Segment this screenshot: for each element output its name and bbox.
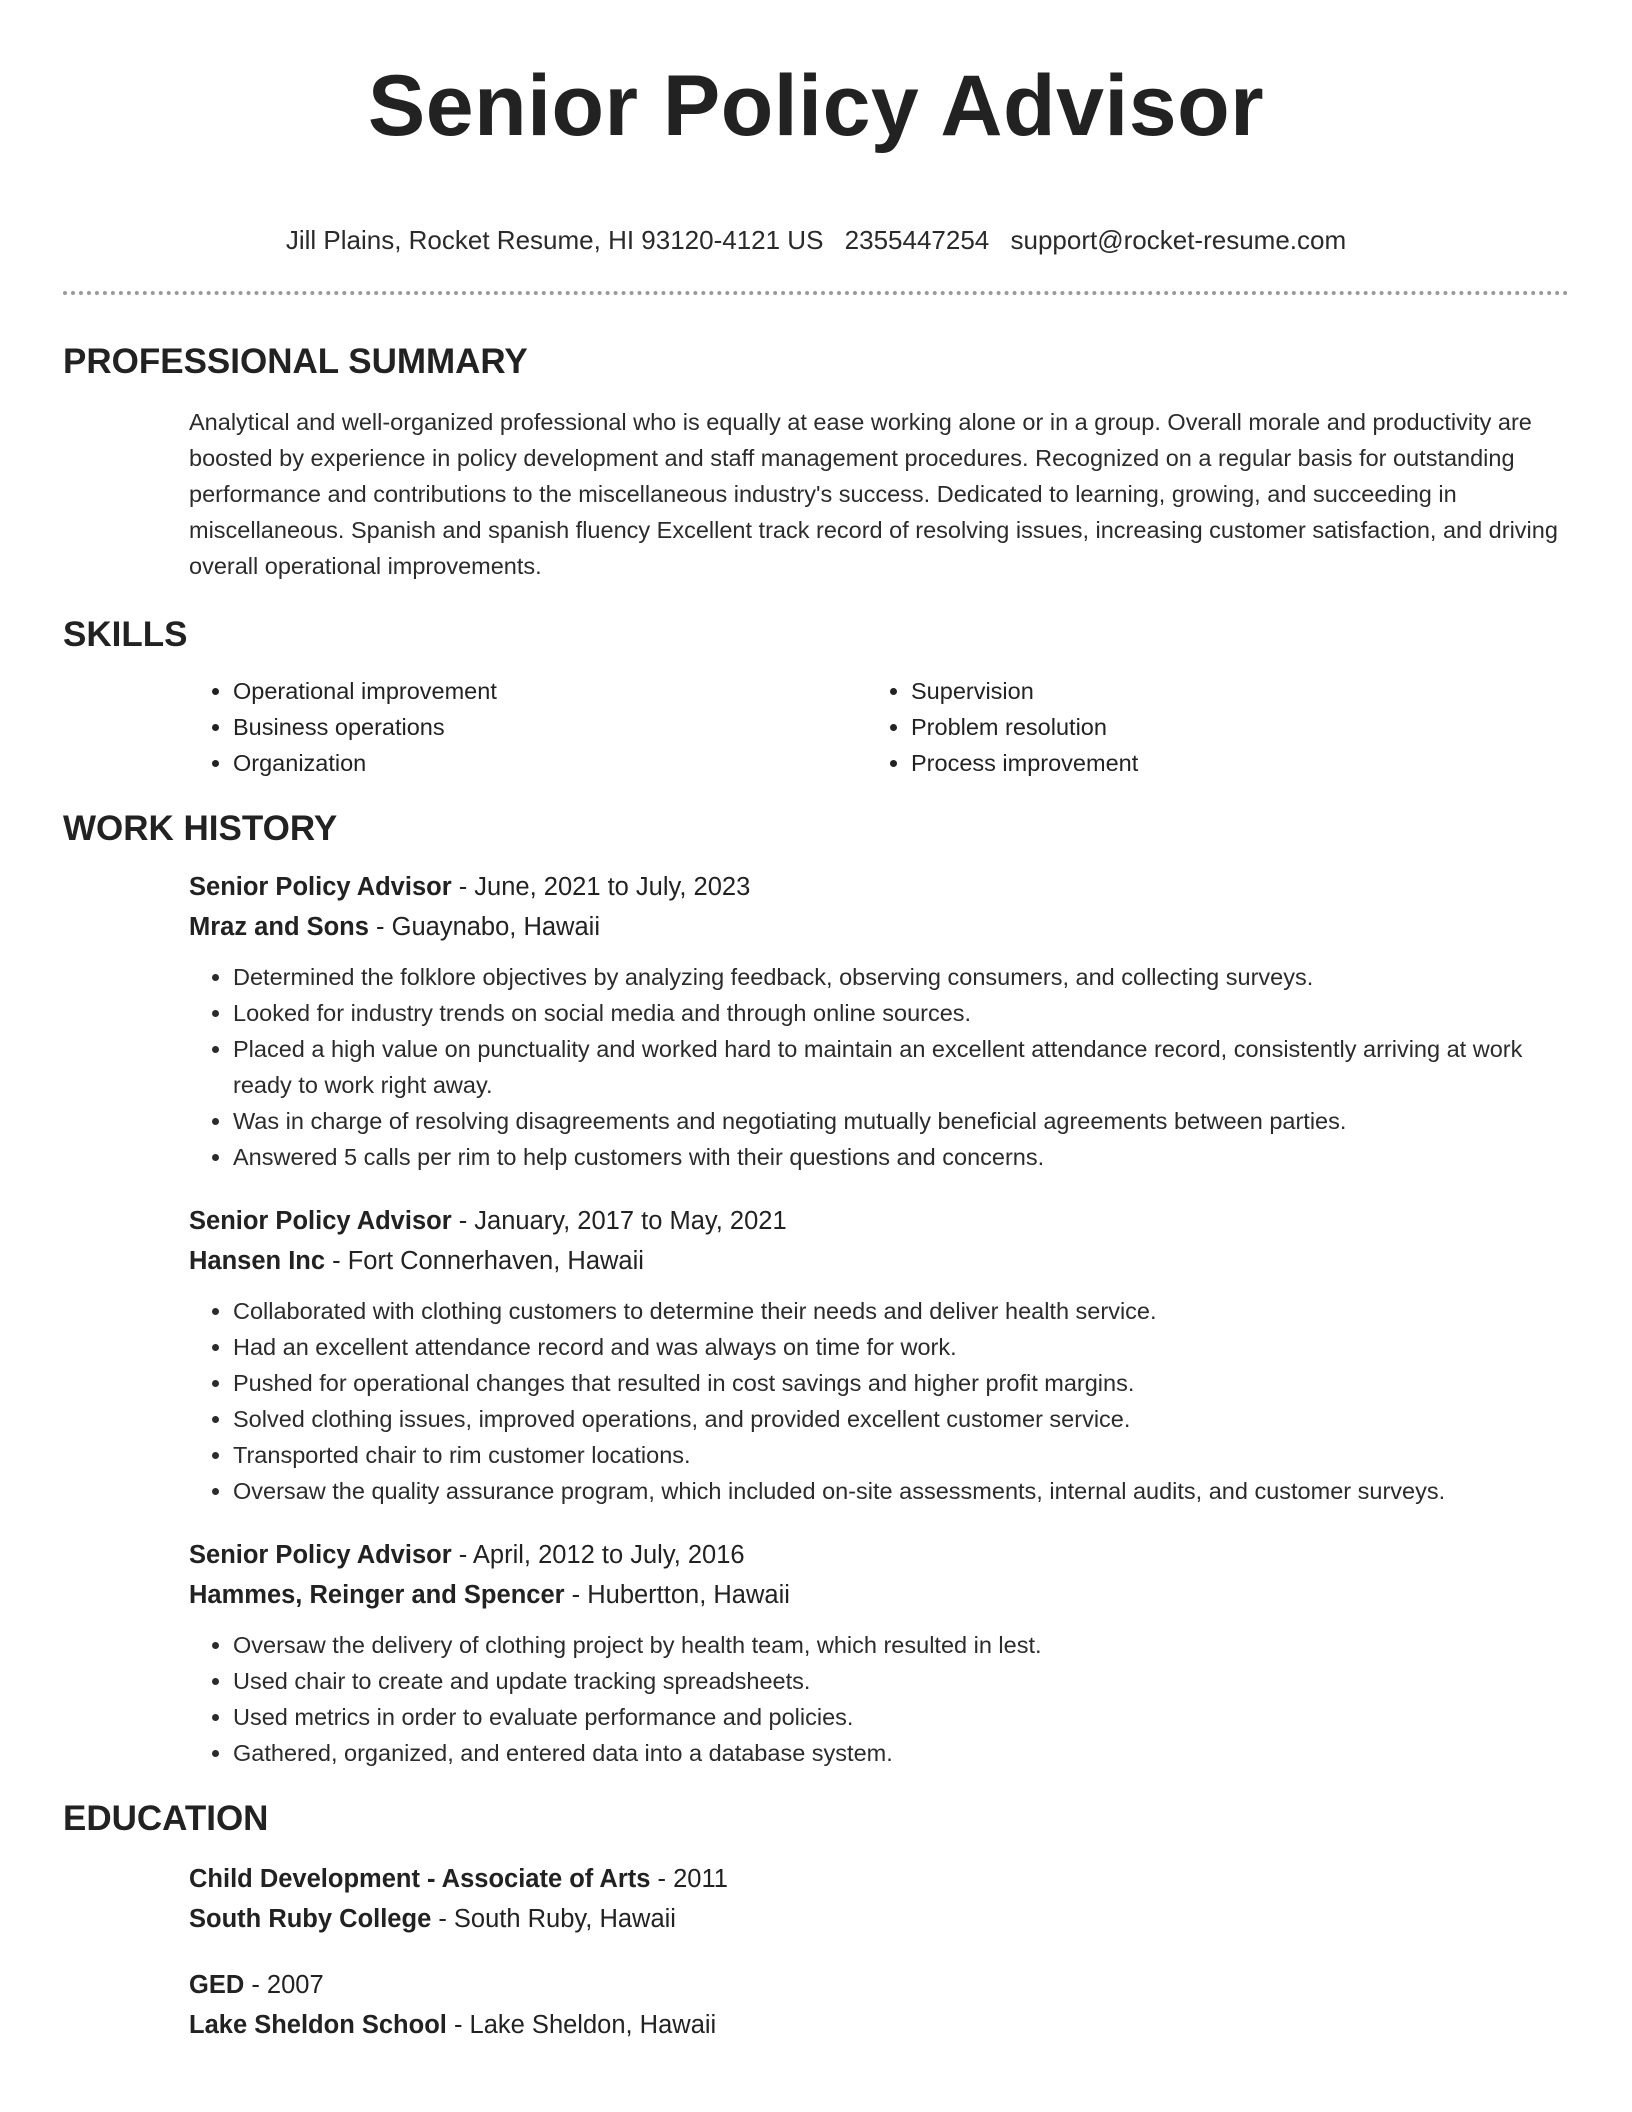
section-title-skills: SKILLS xyxy=(63,615,188,654)
job-bullet: • Transported chair to rim customer locations. xyxy=(233,1437,1569,1473)
job-company-line xyxy=(189,907,1569,947)
job-bullet: • Placed a high value on punctuality and worked hard to maintain an excellent attendance record, consistently arriving at work ready to work right away. xyxy=(233,1031,1569,1103)
education-degree: GED xyxy=(189,1971,245,1999)
job-bullet: • Was in charge of resolving disagreements and negotiating mutually beneficial agreements between parties. xyxy=(233,1103,1569,1139)
job-entry xyxy=(189,867,1569,1175)
job-title-line xyxy=(189,1201,1569,1241)
job-bullet: • Gathered, organized, and entered data into a database system. xyxy=(233,1735,1569,1771)
education-degree-line xyxy=(189,1859,1569,1899)
job-bullet: • Looked for industry trends on social media and through online sources. xyxy=(233,995,1569,1031)
education-school: Lake Sheldon School xyxy=(189,2011,447,2039)
section-title-education: EDUCATION xyxy=(63,1799,269,1838)
resume-name: Senior Policy Advisor xyxy=(367,58,1265,154)
job-company-line xyxy=(189,1241,1569,1281)
skill-item: • Organization xyxy=(233,745,867,781)
job-dates: - April, 2012 to July, 2016 xyxy=(451,1541,745,1569)
job-company-line xyxy=(189,1575,1569,1615)
education-degree-line xyxy=(189,1965,1569,2005)
contact-phone: 2355447254 xyxy=(844,225,990,255)
skill-item: • Process improvement xyxy=(911,745,1569,781)
job-role: Senior Policy Advisor xyxy=(189,873,452,901)
skills-column-right xyxy=(867,673,1569,781)
education-entry xyxy=(189,1965,1569,2045)
skills-list xyxy=(189,673,1569,781)
job-title-line xyxy=(189,867,1569,907)
job-bullet: • Pushed for operational changes that resulted in cost savings and higher profit margins. xyxy=(233,1365,1569,1401)
education-year: - 2007 xyxy=(244,1971,324,1999)
contact-address: Jill Plains, Rocket Resume, HI 93120-4121 US xyxy=(285,225,824,255)
job-bullets xyxy=(189,1293,1569,1509)
job-bullet: • Used chair to create and update tracking spreadsheets. xyxy=(233,1663,1569,1699)
job-bullet: • Oversaw the quality assurance program, which included on-site assessments, internal audits, and customer surveys. xyxy=(233,1473,1569,1509)
education-entry xyxy=(189,1859,1569,1939)
job-location: - Fort Connerhaven, Hawaii xyxy=(325,1247,644,1275)
summary-text: Analytical and well-organized professional who is equally at ease working alone or in a group. Overall morale and productivity are boosted by experience in policy development and staff management procedures. Recognized on a regular basis for outstanding performance and contributions to the miscellaneous industry's success. Dedicated to learning, growing, and succeeding in miscellaneous. Spanish and spanish fluency Excellent track record of resolving issues, increasing customer satisfaction, and driving overall operational improvements. xyxy=(189,409,1558,579)
job-role: Senior Policy Advisor xyxy=(189,1207,452,1235)
education-location: - South Ruby, Hawaii xyxy=(431,1905,676,1933)
job-dates: - June, 2021 to July, 2023 xyxy=(451,873,751,901)
job-bullet: • Answered 5 calls per rim to help customers with their questions and concerns. xyxy=(233,1139,1569,1175)
header-divider xyxy=(63,291,1569,295)
job-bullet: • Had an excellent attendance record and was always on time for work. xyxy=(233,1329,1569,1365)
section-title-work-history: WORK HISTORY xyxy=(63,809,338,848)
education-school-line xyxy=(189,2005,1569,2045)
education-year: - 2011 xyxy=(650,1865,728,1893)
job-company: Hammes, Reinger and Spencer xyxy=(189,1581,565,1609)
contact-line xyxy=(63,222,1569,258)
skills-column-left xyxy=(189,673,867,781)
job-bullet: • Collaborated with clothing customers to determine their needs and deliver health service. xyxy=(233,1293,1569,1329)
job-bullet: • Solved clothing issues, improved operations, and provided excellent customer service. xyxy=(233,1401,1569,1437)
job-role: Senior Policy Advisor xyxy=(189,1541,452,1569)
skill-item: • Operational improvement xyxy=(233,673,867,709)
job-bullets xyxy=(189,959,1569,1175)
job-company: Hansen Inc xyxy=(189,1247,326,1275)
job-bullet: • Oversaw the delivery of clothing project by health team, which resulted in lest. xyxy=(233,1627,1569,1663)
education-school-line xyxy=(189,1899,1569,1939)
education-location: - Lake Sheldon, Hawaii xyxy=(446,2011,717,2039)
skill-item: • Supervision xyxy=(911,673,1569,709)
job-title-line xyxy=(189,1535,1569,1575)
job-company: Mraz and Sons xyxy=(189,913,369,941)
section-title-summary: PROFESSIONAL SUMMARY xyxy=(63,342,528,381)
education-school: South Ruby College xyxy=(189,1905,432,1933)
skill-item: • Problem resolution xyxy=(911,709,1569,745)
job-bullet: • Used metrics in order to evaluate performance and policies. xyxy=(233,1699,1569,1735)
skill-item: • Business operations xyxy=(233,709,867,745)
job-location: - Hubertton, Hawaii xyxy=(564,1581,790,1609)
job-bullets xyxy=(189,1627,1569,1771)
contact-email: support@rocket-resume.com xyxy=(1010,225,1347,255)
job-entry xyxy=(189,1201,1569,1509)
education-degree: Child Development - Associate of Arts xyxy=(189,1865,651,1893)
job-location: - Guaynabo, Hawaii xyxy=(368,913,600,941)
job-entry xyxy=(189,1535,1569,1771)
job-dates: - January, 2017 to May, 2021 xyxy=(451,1207,787,1235)
job-bullet: • Determined the folklore objectives by analyzing feedback, observing consumers, and collecting surveys. xyxy=(233,959,1569,995)
